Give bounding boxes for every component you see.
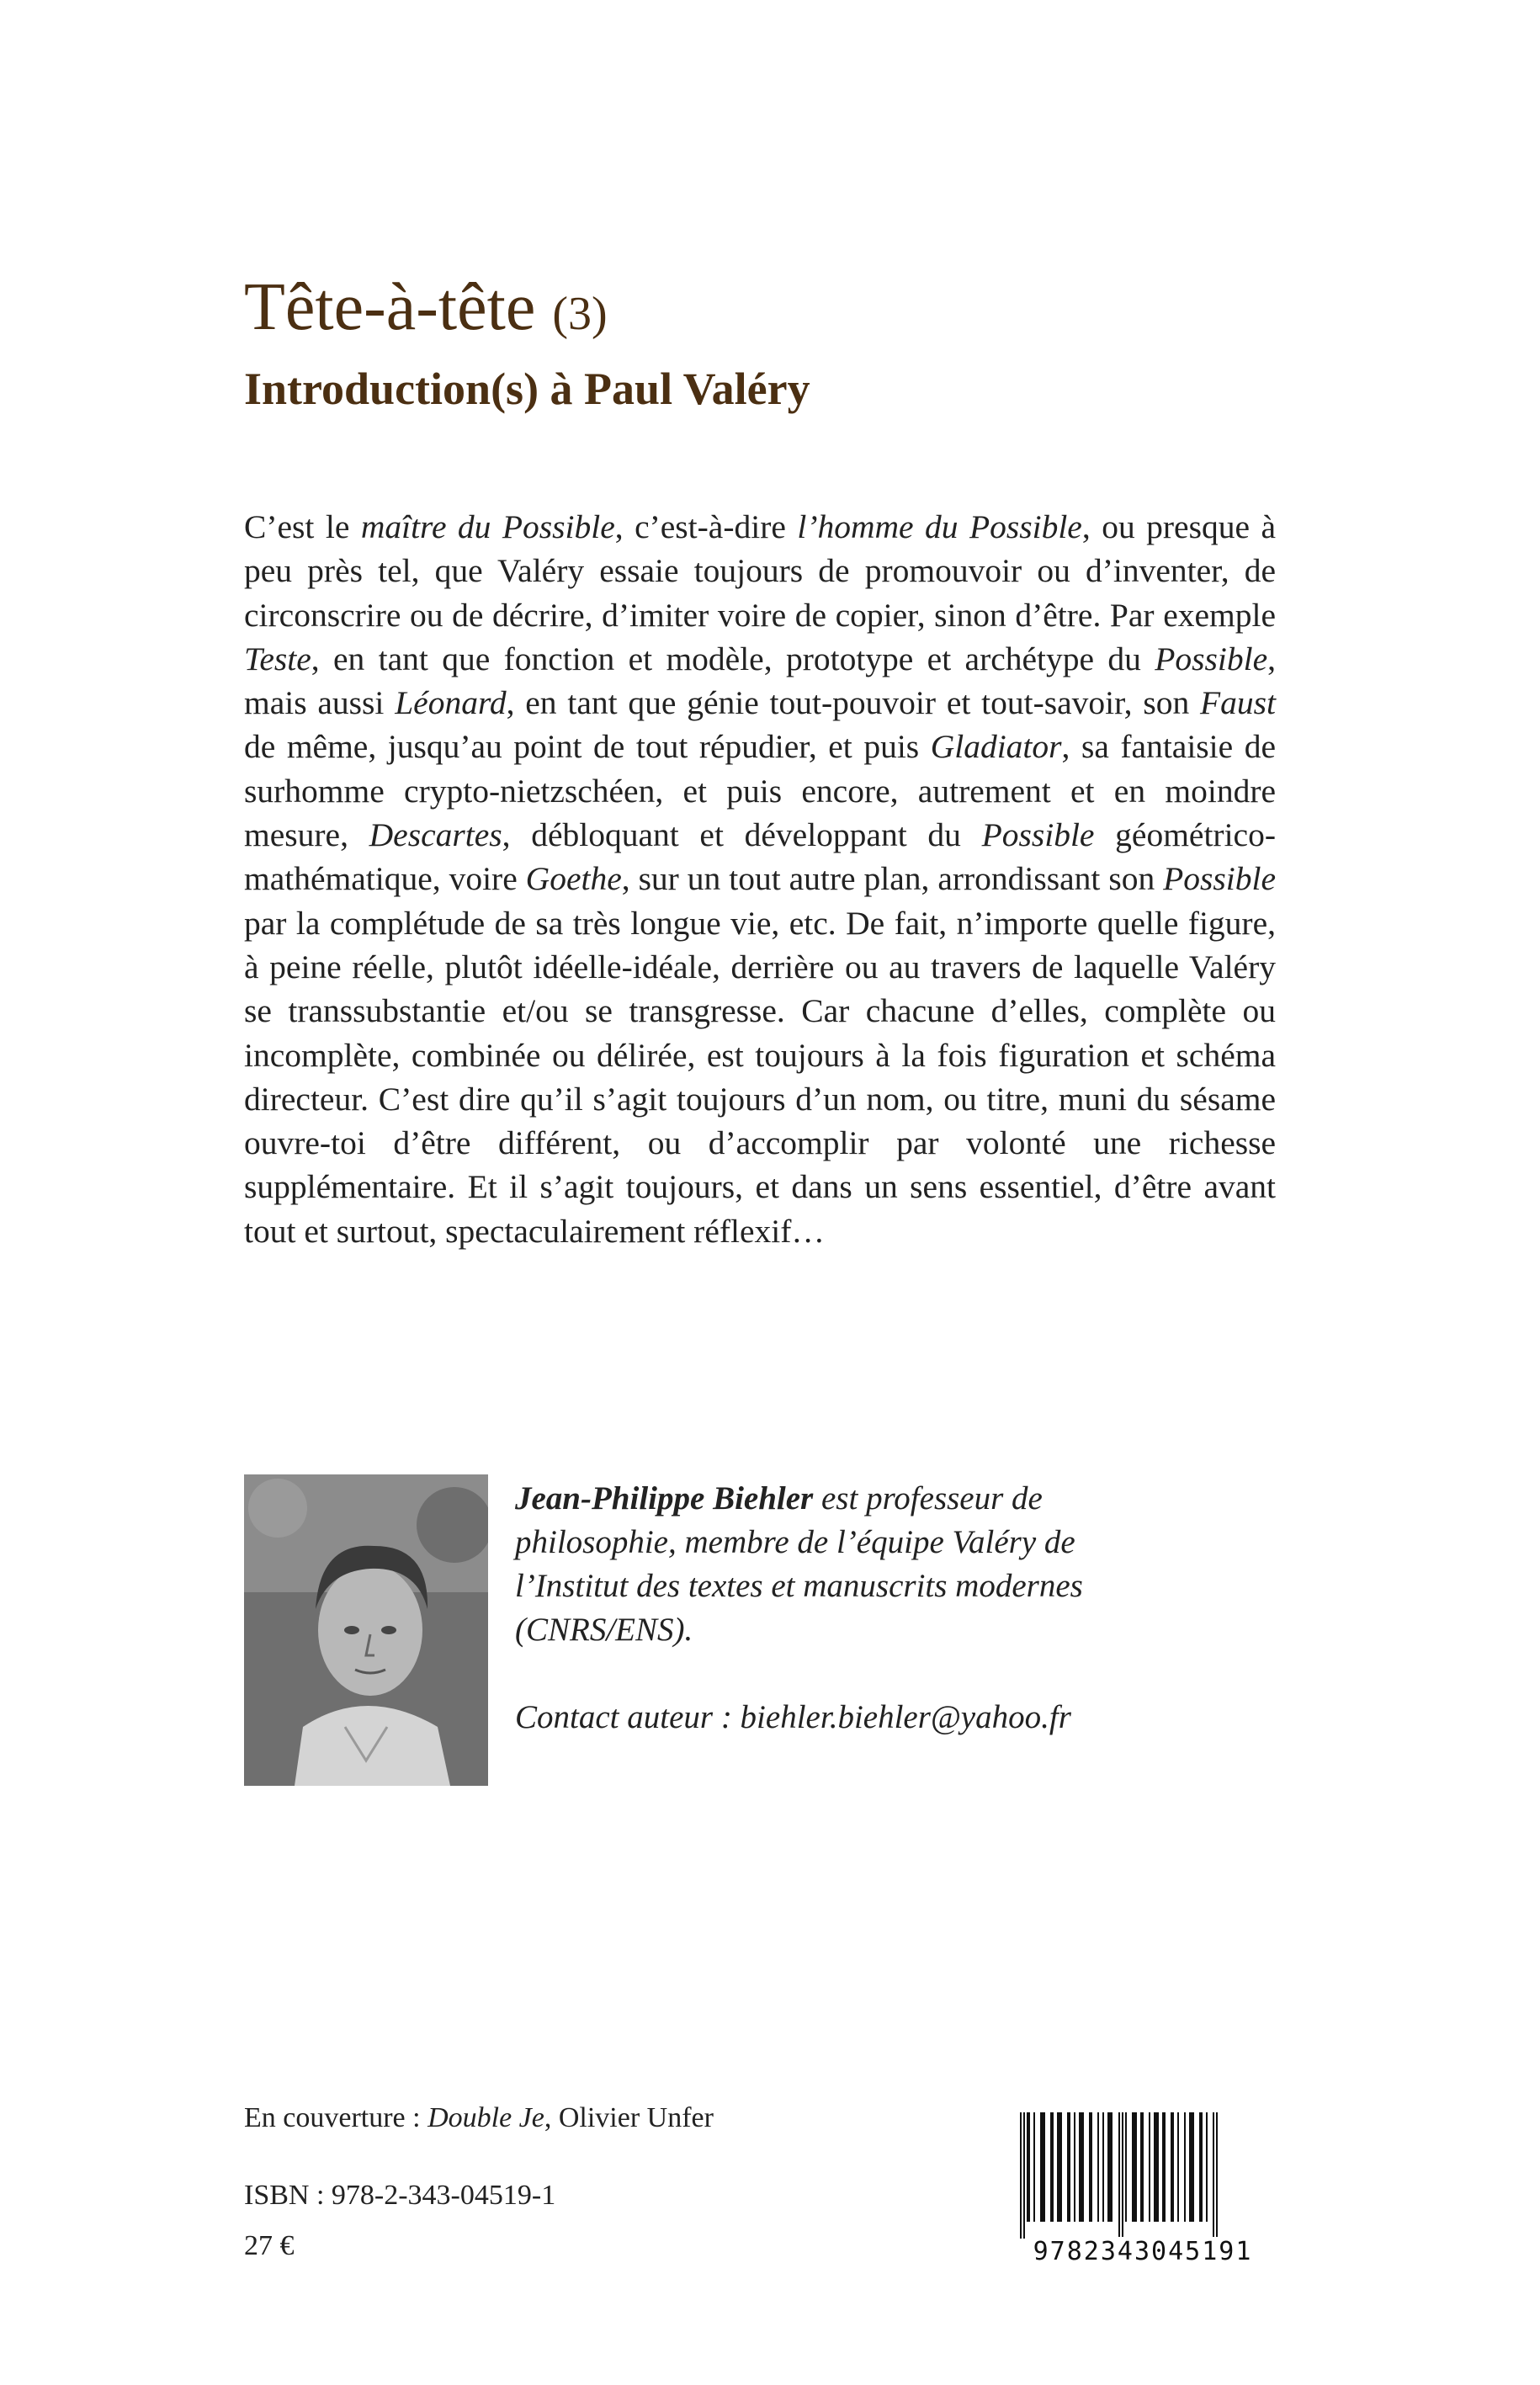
barcode-digits: 9782343045191 (1025, 2237, 1261, 2266)
blurb-italic: Goethe (525, 860, 622, 898)
barcode-bar (1023, 2112, 1025, 2239)
barcode-bar (1177, 2112, 1179, 2222)
blurb-text: par la complétude de sa très longue vie, etc. De fait, n’importe quelle figure, à peine réelle, plutôt idéelle-idéale, derrière ou au travers de laquelle Valéry se transsubstantie et/ou se transgresse. Car chacune d’elles, complète ou incomplète, combinée ou délirée, est toujours à la fois figuration et schéma directeur. C’est dire qu’il s’agit toujours d’un nom, ou titre, muni du sésame ouvre-toi d’être différent, ou d’accomplir par volonté une richesse supplémentaire. Et il s’agit toujours, et dans un sens essentiel, d’être avant tout et surtout, spectaculairement réflexif… (244, 904, 1276, 1250)
cover-credit-prefix: En couverture : (244, 2102, 428, 2133)
barcode-bar (1122, 2112, 1123, 2239)
barcode-bar (1132, 2112, 1137, 2222)
barcode-bar (1140, 2112, 1144, 2222)
barcode-bar (1118, 2112, 1120, 2239)
barcode-bar (1216, 2112, 1218, 2239)
barcode-bar (1154, 2112, 1159, 2222)
book-subtitle: Introduction(s) à Paul Valéry (244, 364, 810, 414)
blurb-text: , en tant que génie tout-pouvoir et tout-savoir, son (506, 684, 1201, 722)
author-name: Jean-Philippe Biehler (515, 1480, 814, 1517)
barcode-bar (1089, 2112, 1092, 2222)
price: 27 € (244, 2230, 295, 2261)
title-block (244, 270, 1338, 414)
blurb-italic: l’homme du Possible (797, 508, 1082, 545)
barcode-bar (1020, 2112, 1022, 2239)
blurb-italic: Possible (1163, 860, 1276, 898)
blurb-italic: Possible (1155, 640, 1268, 677)
barcode-bar (1184, 2112, 1186, 2222)
barcode-bar (1162, 2112, 1166, 2222)
barcode-bar (1040, 2112, 1045, 2222)
blurb-text: , débloquant et développant du (502, 816, 982, 854)
barcode-bars (1017, 2112, 1261, 2239)
barcode-bar (1079, 2112, 1084, 2222)
blurb-text: de même, jusqu’au point de tout répudier, et puis (244, 728, 931, 766)
barcode-bar (1213, 2112, 1214, 2239)
barcode-bar (1102, 2112, 1104, 2222)
barcode-bar (1097, 2112, 1099, 2222)
blurb-text: géométrico-mathématique, voire (244, 816, 1276, 898)
author-portrait-image (244, 1474, 488, 1786)
author-bio (515, 1477, 1155, 1740)
volume-number: (3) (552, 288, 608, 340)
blurb-italic: Teste (244, 640, 311, 677)
blurb-text: , en tant que fonction et modèle, prototype et archétype du (311, 640, 1155, 677)
blurb-italic: Possible (981, 816, 1095, 854)
blurb-italic: maître du Possible (360, 508, 615, 545)
author-bio-text: est professeur de philosophie, membre de l’équipe Valéry de l’Institut des textes et manuscrits modernes (CNRS/ENS). (515, 1480, 1083, 1648)
barcode-bar (1067, 2112, 1070, 2222)
blurb-text: , ou presque à peu près tel, que Valéry essaie toujours de promouvoir ou d’inventer, de circonscrire ou de décrire, d’imiter voire de copier, sinon d’être. Par exemple (244, 508, 1276, 634)
author-photo (244, 1474, 488, 1786)
blurb-text: , c’est-à-dire (614, 508, 798, 545)
barcode-bar (1199, 2112, 1203, 2222)
blurb-text: , sa fantaisie de surhomme crypto-nietzschéen, et puis encore, autrement et en moindre mesure, (244, 728, 1276, 854)
blurb-text: C’est le (244, 508, 361, 545)
barcode-bar (1171, 2112, 1174, 2222)
blurb-italic: Gladiator (930, 728, 1062, 766)
author-contact: Contact auteur : biehler.biehler@yahoo.fr (515, 1699, 1071, 1735)
barcode-bar (1107, 2112, 1113, 2222)
book-title-text: Tête-à-tête (244, 270, 536, 344)
blurb-text: , sur un tout autre plan, arrondissant son (621, 860, 1164, 898)
isbn: ISBN : 978-2-343-04519-1 (244, 2180, 556, 2211)
blurb-italic: Léonard (395, 684, 507, 722)
barcode-bar (1074, 2112, 1075, 2222)
blurb-paragraph (244, 505, 1276, 1253)
blurb (244, 505, 1276, 1253)
blurb-italic: Descartes (369, 816, 502, 854)
barcode-bar (1149, 2112, 1150, 2222)
barcode-bar (1206, 2112, 1208, 2222)
blurb-text: , mais aussi (244, 640, 1276, 722)
barcode-bar (1033, 2112, 1035, 2222)
book-title (244, 270, 1338, 344)
cover-credit-work: Double Je (427, 2102, 544, 2133)
barcode-bar (1027, 2112, 1030, 2222)
barcode-bar (1050, 2112, 1054, 2222)
barcode-bar (1057, 2112, 1062, 2222)
cover-credit (244, 2102, 714, 2134)
barcode-bar (1189, 2112, 1194, 2222)
cover-credit-artist: , Olivier Unfer (544, 2102, 714, 2133)
author-bio-paragraph (515, 1477, 1155, 1652)
barcode-bar (1125, 2112, 1127, 2222)
blurb-italic: Faust (1200, 684, 1276, 722)
